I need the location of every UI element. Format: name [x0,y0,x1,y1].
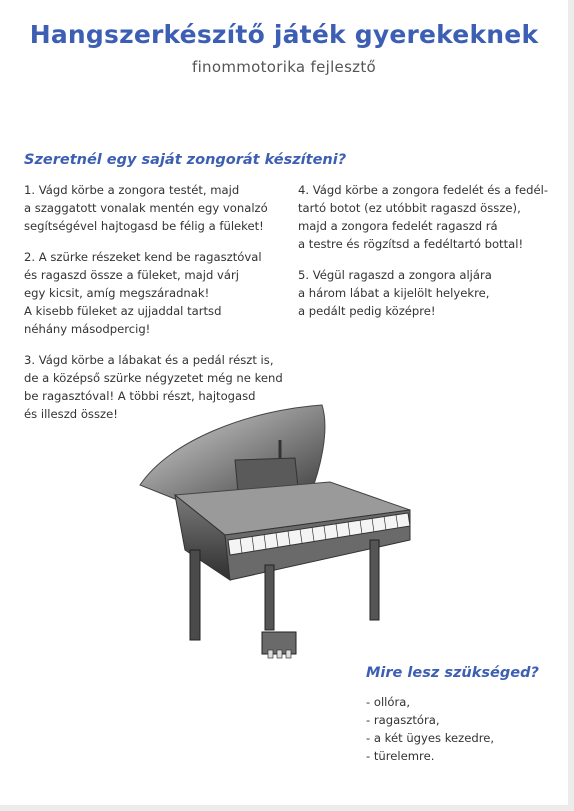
instructions-heading: Szeretnél egy saját zongorát készíteni? [24,152,347,168]
supplies-list [366,693,494,765]
step-line: a három lábat a kijelölt helyekre, [298,286,490,300]
step-line: 3. Vágd körbe a lábakat és a pedál részt is, [24,353,274,367]
page-title: Hangszerkészítő játék gyerekeknek [29,20,539,49]
step-line: néhány másodpercig! [24,322,151,336]
step-line: és ragaszd össze a füleket, majd várj [24,268,239,282]
step-1 [24,181,268,235]
piano-illustration [130,400,430,700]
list-item: - türelemre. [366,749,435,763]
page-subtitle: finommotorika fejlesztő [191,58,377,76]
step-line: 1. Vágd körbe a zongora testét, majd [24,183,240,197]
step-line: be ragasztóval! A többi részt, hajtogasd [24,389,256,403]
list-item: - ragasztóra, [366,713,440,727]
step-line: 2. A szürke részeket kend be ragasztóval [24,250,262,264]
step-2 [24,248,262,338]
step-line: egy kicsit, amíg megszáradnak! [24,286,210,300]
step-line: de a középső szürke négyzetet még ne kend [24,371,283,385]
step-line: a szaggatott vonalak mentén egy vonalzó [24,201,268,215]
step-line: tartó botot (ez utóbbit ragaszd össze), [298,201,521,215]
step-line: segítségével hajtogasd be félig a füleket! [24,219,264,233]
supplies-heading: Mire lesz szükséged? [366,665,539,681]
step-4 [298,181,548,253]
step-5 [298,266,492,320]
step-line: 5. Végül ragaszd a zongora aljára [298,268,492,282]
list-item: - ollóra, [366,695,411,709]
step-line: majd a zongora fedelét ragaszd rá [298,219,498,233]
step-line: 4. Vágd körbe a zongora fedelét és a fedél- [298,183,549,197]
step-line: a testre és rögzítsd a fedéltartó bottal! [298,237,524,251]
list-item: - a két ügyes kezedre, [366,731,495,745]
step-line: és illeszd össze! [24,407,118,421]
step-line: A kisebb füleket az ujjaddal tartsd [24,304,222,318]
step-line: a pedált pedig középre! [298,304,436,318]
